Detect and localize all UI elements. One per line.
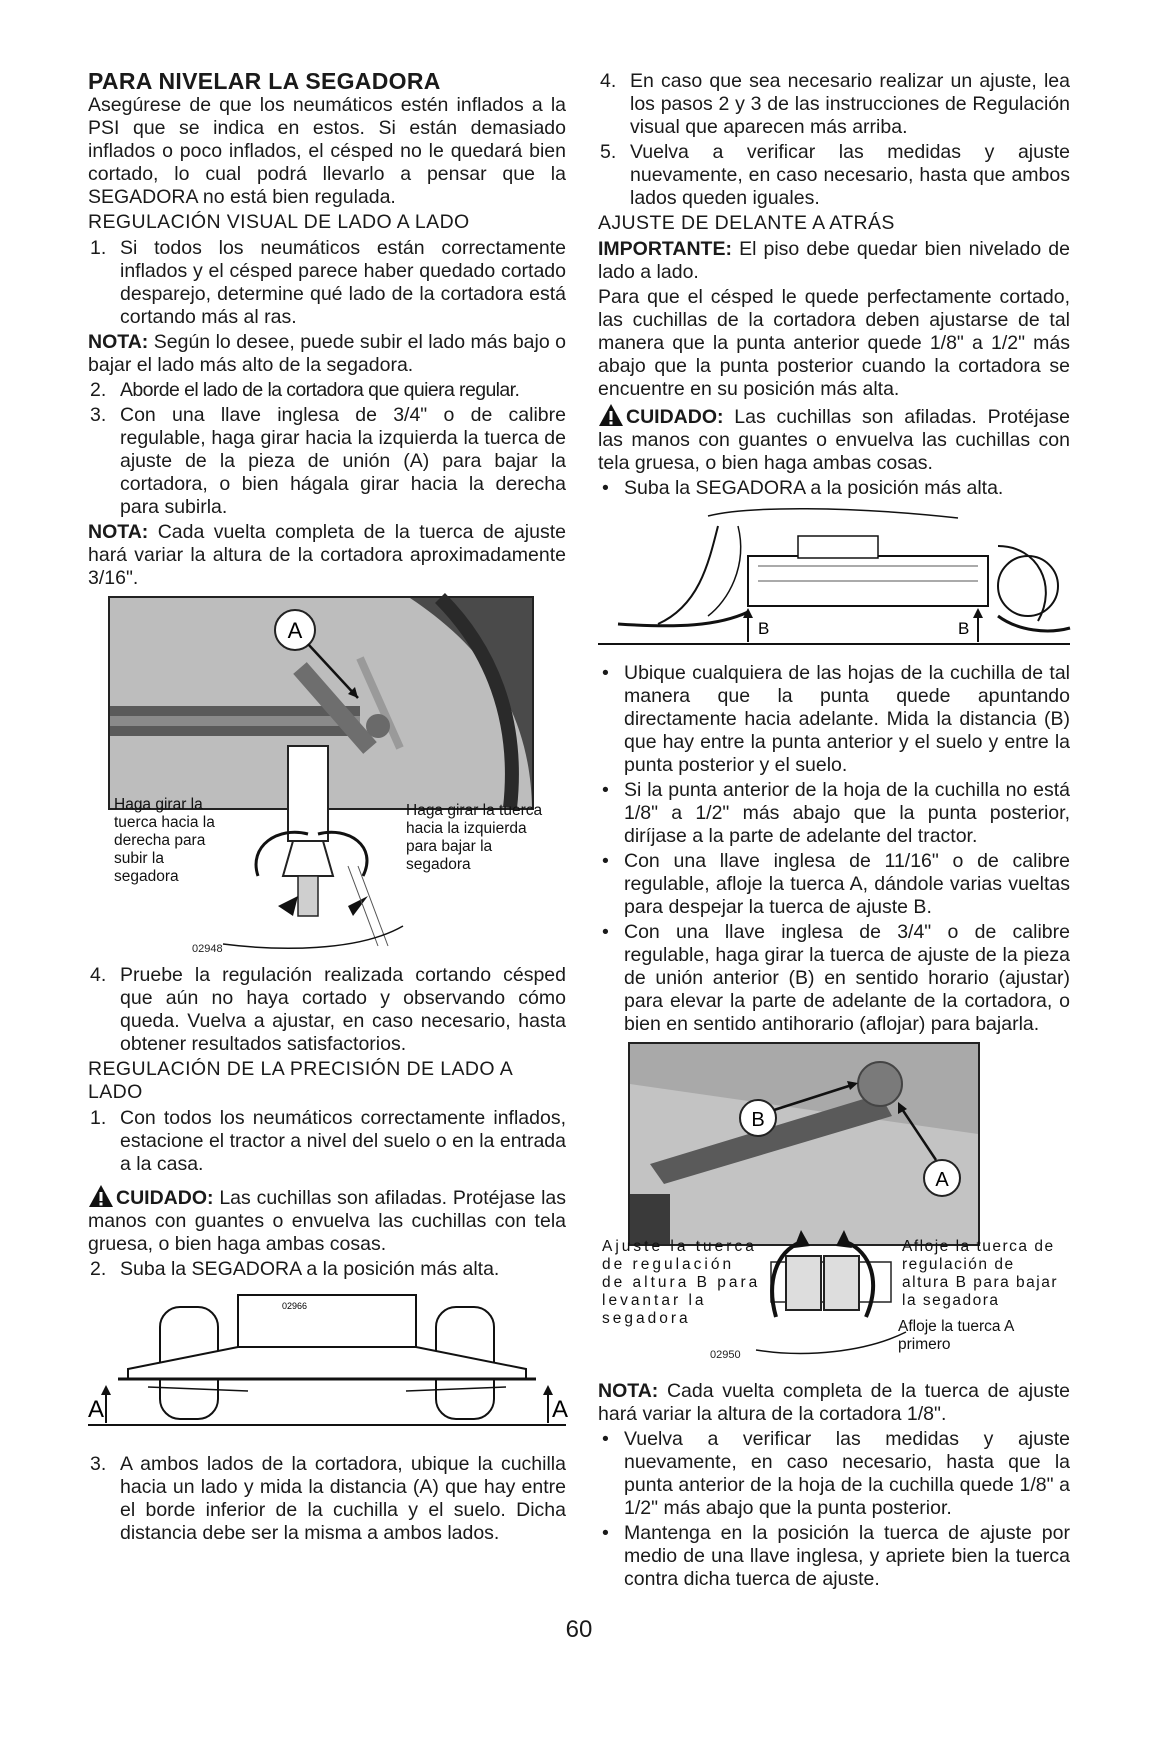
marker-b: B [751,1109,765,1131]
item-text: Aborde el lado de la cortadora que quiera regular. [120,379,520,401]
label-a-right: A [552,1396,569,1423]
bullet-dot: • [602,850,609,872]
note-paragraph [88,331,566,377]
body-paragraph: Para que el césped le quede perfectamente cortado, las cuchillas de la cortadora deben ajustarse de tal manera que la punta anterior quede 1/8" a 1/2" más abajo que la punta posterior cuando la cortadora se encuentre en su posición más alta. [598,286,1070,400]
bullet-text: Con una llave inglesa de 3/4" o de calibre regulable, haga girar la tuerca de ajuste de la pieza de unión anterior (B) en sentido horario (ajustar) para elevar la parte de adelante de la cortadora, o bien en sentido antihorario (aflojar) para bajarla. [624,921,1070,1035]
item-text: Pruebe la regulación realizada cortando césped que aún no haya cortado y observando cómo queda. Vuelva a ajustar, en caso necesario, hasta obtener resultados satisfactorios. [120,964,566,1055]
list-item [598,70,1070,139]
warning-icon [598,403,624,427]
label-a-left: A [88,1396,105,1423]
label-b-rear: B [958,619,970,638]
bullet-text: Suba la SEGADORA a la posición más alta. [624,477,1004,499]
note-text: Cada vuelta completa de la tuerca de ajuste hará variar la altura de la cortadora aproximadamente 3/16". [88,521,566,589]
caution-text: Las cuchillas son afiladas. Protéjase las manos con guantes o envuelva las cuchillas con tela gruesa, o bien haga ambas cosas. [598,406,1070,474]
callout-raise: Haga girar la tuerca hacia la derecha para subir la segadora [114,796,215,885]
bullet-item [598,662,1070,777]
callout-loosen-a-first: Afloje la tuerca A primero [898,1318,1014,1353]
list-item [88,379,566,402]
list-item [88,237,566,329]
bullet-text: Ubique cualquiera de las hojas de la cuchilla de tal manera que la punta quede apuntando directamente hacia adelante. Mida la distancia (B) que hay entre la punta anterior y el suelo y entre la punta posterior y el suelo. [624,662,1070,776]
important-label: IMPORTANTE: [598,238,732,260]
callout-tighten: Ajuste la tuerca de regulación de altura B para levantar la segadora [602,1238,761,1327]
note-label: NOTA: [88,521,149,543]
bullet-item [598,1428,1070,1520]
bullet-dot: • [602,662,609,684]
marker-a: A [287,618,303,643]
item-text: Con una llave inglesa de 3/4" o de calibre regulable, haga girar hacia la izquierda la tuerca de ajuste de la pieza de unión (A) para bajar la cortadora, o bien hágala girar hacia la derecha para subirla. [120,404,566,518]
list-item [88,404,566,519]
note-paragraph [88,521,566,590]
item-number: 3. [90,1453,107,1475]
subheading-front-to-back: AJUSTE DE DELANTE A ATRÁS [598,212,895,234]
figure-linkage-adjustment [88,596,566,958]
bullet-text: Mantenga en la posición la tuerca de ajuste por medio de una llave inglesa, y apriete bien la tuerca contra dicha tuerca de ajuste. [624,1522,1070,1590]
bullet-dot: • [602,1522,609,1544]
bullet-dot: • [602,921,609,943]
section-title: PARA NIVELAR LA SEGADORA [88,68,441,94]
bullet-dot: • [602,1428,609,1450]
front-linkage-photo [628,1042,980,1246]
bullet-text: Vuelva a verificar las medidas y ajuste nuevamente, en caso necesario, hasta que la punta anterior de la hoja de la cuchilla quede 1/8" a 1/2" más abajo que la punta posterior. [624,1428,1070,1519]
item-number: 1. [90,237,107,259]
deck-illustration [88,1287,569,1447]
right-column [598,70,1070,1593]
item-number: 1. [90,1107,107,1129]
bullet-dot: • [602,779,609,801]
figure-number: 02966 [282,1301,308,1311]
important-paragraph [598,238,1070,284]
note-text: Según lo desee, puede subir el lado más bajo o bajar el lado más alto de la segadora. [88,331,566,376]
figure-deck-front-to-back [598,506,1070,656]
item-text: Suba la SEGADORA a la posición más alta. [120,1258,500,1280]
callout-loosen: Afloje la tuerca de regulación de altura B para bajar la segadora [902,1238,1059,1309]
item-text: Con todos los neumáticos correctamente inflados, estacione el tractor a nivel del suelo o en la entrada a la casa. [120,1107,566,1175]
figure-number: 02948 [192,943,223,955]
nut-illustration [746,1222,916,1372]
caution-label: CUIDADO: [116,1187,214,1209]
intro-paragraph: Asegúrese de que los neumáticos estén inflados a la PSI que se indica en estos. Si están demasiado inflados o poco inflados, el césped no le quedará bien cortado, lo cual podrá llevarlo a pensar que la SEGADORA no está bien regulada. [88,94,566,208]
bullet-dot: • [602,477,609,499]
item-number: 2. [90,379,107,401]
item-number: 2. [90,1258,107,1280]
note-label: NOTA: [88,331,149,353]
page-number: 60 [565,1616,593,1643]
warning-icon [88,1184,114,1208]
caution-paragraph [88,1184,566,1256]
bullet-item [598,779,1070,848]
item-number: 4. [600,70,617,92]
subheading-precision: REGULACIÓN DE LA PRECISIÓN DE LADO A LADO [88,1058,513,1103]
callout-lower: Haga girar la tuerca hacia la izquierda para bajar la segadora [406,802,543,873]
figure-deck-side-to-side [88,1287,569,1447]
bullet-text: Con una llave inglesa de 11/16" o de calibre regulable, afloje la tuerca A, dándole varias vueltas para despejar la tuerca de ajuste B. [624,850,1070,918]
front-linkage-illustration [630,1044,978,1244]
bullet-item [598,850,1070,919]
subheading-visual: REGULACIÓN VISUAL DE LADO A LADO [88,211,470,233]
item-number: 5. [600,141,617,163]
list-item [88,964,566,1056]
marker-a: A [935,1169,949,1191]
note-label: NOTA: [598,1380,659,1402]
bullet-item [598,921,1070,1036]
list-item [88,1453,566,1545]
item-text: Vuelva a verificar las medidas y ajuste nuevamente, en caso necesario, hasta que ambos lados queden iguales. [630,141,1070,209]
note-text: Cada vuelta completa de la tuerca de ajuste hará variar la altura de la cortadora 1/8". [598,1380,1070,1425]
note-paragraph [598,1380,1070,1426]
caution-text: Las cuchillas son afiladas. Protéjase las manos con guantes o envuelva las cuchillas con tela gruesa, o bien haga ambas cosas. [88,1187,567,1255]
list-item [88,1258,566,1281]
deck-side-illustration [598,506,1070,656]
label-b-front: B [758,619,770,638]
bullet-text: Si la punta anterior de la hoja de la cuchilla no está 1/8" a 1/2" más abajo que la punta posterior, diríjase a la parte de adelante del tractor. [624,779,1070,847]
list-item [598,141,1070,210]
figure-number: 02950 [710,1349,741,1361]
item-text: En caso que sea necesario realizar un ajuste, lea los pasos 2 y 3 de las instrucciones de Regulación visual que aparecen más arriba. [630,70,1070,138]
item-text: A ambos lados de la cortadora, ubique la cuchilla hacia un lado y mida la distancia (A) que hay entre el borde inferior de la cuchilla y el suelo. Dicha distancia debe ser la misma a ambos lados. [120,1453,566,1544]
caution-paragraph [598,403,1070,475]
important-text: El piso debe quedar bien nivelado de lado a lado. [598,238,1070,283]
bullet-item [598,477,1070,500]
figure-front-linkage [598,1042,1070,1374]
item-number: 4. [90,964,107,986]
left-column [88,68,569,1547]
item-text: Si todos los neumáticos están correctamente inflados y el césped parece haber quedado cortado desparejo, determine qué lado de la cortadora está cortando más al ras. [120,237,566,328]
item-number: 3. [90,404,107,426]
caution-label: CUIDADO: [626,406,724,428]
list-item [88,1107,566,1176]
bullet-item [598,1522,1070,1591]
